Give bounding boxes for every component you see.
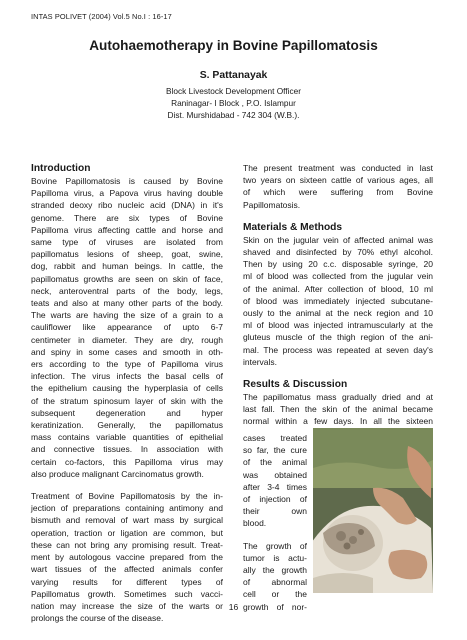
author-affiliation bbox=[0, 85, 467, 122]
text-line: prolongs the course of the disease. bbox=[31, 613, 164, 624]
text-line: ml of blood was injected intramuscularly at the bbox=[243, 320, 433, 331]
text-line: keratinization. Generally, the papillomatus bbox=[31, 420, 223, 431]
text-line: of blood was immediately injected subcutane- bbox=[243, 295, 433, 306]
author-name: S. Pattanayak bbox=[199, 70, 268, 81]
text-line: cell or the bbox=[243, 589, 307, 600]
journal-citation: INTAS POLIVET (2004) Vol.5 No.I : 16-17 bbox=[31, 12, 172, 21]
text-line: wart tissues of the affected animals confer bbox=[31, 564, 223, 575]
introduction-heading: Introduction bbox=[31, 163, 91, 174]
text-line: subsequent degeneration and hyper bbox=[31, 407, 223, 418]
text-line: The warts are having the size of a grain to a bbox=[31, 310, 223, 321]
affiliation-line: Dist. Murshidabad - 742 304 (W.B.). bbox=[167, 110, 300, 121]
text-line: same type of viruses are isolated from bbox=[31, 237, 223, 248]
text-line: and spiny in some cases and smooth in oth- bbox=[31, 346, 223, 357]
text-line: ously to the animal at the neck region and 10 bbox=[243, 308, 433, 319]
introduction-paragraph bbox=[31, 175, 223, 480]
text-line: stranded deoxy ribo nucleic acid (DNA) in it's bbox=[31, 200, 223, 211]
text-line: mass contains variable quantities of epithelial bbox=[31, 432, 223, 443]
text-line: Papilloma virus, a Papova virus having double bbox=[31, 188, 223, 199]
text-line: of the animal. After collection of blood, 10 ml bbox=[243, 283, 433, 294]
results-paragraph bbox=[243, 391, 433, 428]
text-line: of injection of bbox=[243, 494, 307, 505]
text-line: Papillomatosis. bbox=[243, 199, 301, 210]
text-line: and connective tissues. In association with bbox=[31, 444, 223, 455]
text-line: The growth of bbox=[243, 540, 307, 551]
materials-heading: Materials & Methods bbox=[243, 221, 343, 233]
text-line: after 3-4 times bbox=[243, 481, 307, 492]
text-line: Papillomatus growth. Sometimes such vacci- bbox=[31, 588, 223, 599]
text-line: the epithelium causing the hyperplasia of cells bbox=[31, 383, 223, 394]
results-wrap-paragraph bbox=[243, 432, 307, 530]
text-line: genome. There are six types of Bovine bbox=[31, 212, 223, 223]
text-line: certain co-factors, this Papilloma virus may bbox=[31, 456, 223, 467]
text-line: growth of nor- bbox=[243, 601, 307, 612]
text-line: blood. bbox=[243, 518, 267, 529]
text-line: their own bbox=[243, 506, 307, 517]
text-line: was obtained bbox=[243, 469, 307, 480]
text-line: gluteus muscle of the thigh region of the ani- bbox=[243, 332, 433, 343]
text-line: cauliflower like appearance of upto 6-7 bbox=[31, 322, 223, 333]
materials-paragraph bbox=[243, 234, 433, 368]
text-line: Papilloma virus affecting cattle and horse and bbox=[31, 224, 223, 235]
text-line: papillomatus growths are seen on skin of face, bbox=[31, 273, 223, 284]
text-line: last fall. Then the skin of the animal became bbox=[243, 404, 433, 415]
text-line: Bovine Papillomatosis is caused by Bovine bbox=[31, 176, 223, 186]
text-line: cases treated bbox=[243, 433, 307, 443]
text-line: nation may increase the size of the warts or bbox=[31, 600, 223, 611]
text-line: bismuth and removal of wart mass by surgical bbox=[31, 515, 223, 526]
text-line: Then by using 20 c.c. disposable syringe, 20 bbox=[243, 259, 433, 270]
text-line: neck, anteroventral parts of the body, legs, bbox=[31, 285, 223, 296]
text-line: operation, traction or ligation are common, but bbox=[31, 527, 223, 538]
present-study-paragraph bbox=[243, 162, 433, 211]
text-line: ally the growth bbox=[243, 565, 307, 576]
text-line: normal within a few days. In all the sixteen bbox=[243, 416, 433, 427]
text-line: teats and also at many other parts of the body. bbox=[31, 298, 223, 309]
text-line: dog, rabbit and human beings. In cattle, the bbox=[31, 261, 223, 272]
text-line: ment by autologous vaccine prepared from the bbox=[31, 552, 223, 563]
text-line: infection. The virus infects the basal cells of bbox=[31, 371, 223, 382]
text-line: centimeter in diameter. They are dry, rough bbox=[31, 334, 223, 345]
page-number: 16 bbox=[228, 602, 239, 612]
article-title: Autohaemotherapy in Bovine Papillomatosis bbox=[89, 38, 378, 53]
text-line: varying results for different types of bbox=[31, 576, 223, 587]
text-line: jection of preparations containing antimony and bbox=[31, 503, 223, 514]
text-line: of the animal bbox=[243, 457, 307, 468]
text-line: Treatment of Bovine Papillomatosis by the in- bbox=[31, 491, 223, 502]
text-line: ml of blood was collected from the jugular vein bbox=[243, 271, 433, 282]
text-line: of the stratum spinosum layer of skin with the bbox=[31, 395, 223, 406]
left-column bbox=[31, 162, 223, 624]
results-wrapped-text bbox=[243, 432, 307, 613]
text-line: of which were suffering from Bovine bbox=[243, 187, 433, 198]
affiliation-line: Raninagar- I Block , P.O. Islampur bbox=[171, 98, 296, 109]
text-line: ers according to the type of Papilloma virus bbox=[31, 359, 223, 370]
text-line: The present treatment was conducted in last bbox=[243, 163, 433, 173]
text-line: tumor is actu- bbox=[243, 552, 307, 563]
text-line: The papillomatus mass gradually dried and at bbox=[243, 392, 433, 403]
affiliation-line: Block Livestock Development Officer bbox=[166, 86, 301, 96]
text-line: shaved and disinfected by 70% ethyl alcohol. bbox=[243, 247, 433, 258]
right-column bbox=[243, 162, 433, 428]
text-line: two years on sixteen cattle of various ages, all bbox=[243, 175, 433, 186]
text-line: also produce malignant Carcinomatus growth. bbox=[31, 468, 204, 479]
text-line: so far, the cure bbox=[243, 445, 307, 456]
text-line: of abnormal bbox=[243, 577, 307, 588]
text-line: mal. The process was repeated at seven day's bbox=[243, 344, 433, 355]
text-line: papillomatus lesions of sheep, goat, swine, bbox=[31, 249, 223, 260]
text-line: intervals. bbox=[243, 356, 278, 367]
results-heading: Results & Discussion bbox=[243, 379, 348, 391]
text-line: Skin on the jugular vein of affected animal was bbox=[243, 234, 433, 245]
text-line: these can not bring any promising result. Treat- bbox=[31, 539, 223, 550]
cattle-treatment-photo bbox=[313, 428, 433, 593]
